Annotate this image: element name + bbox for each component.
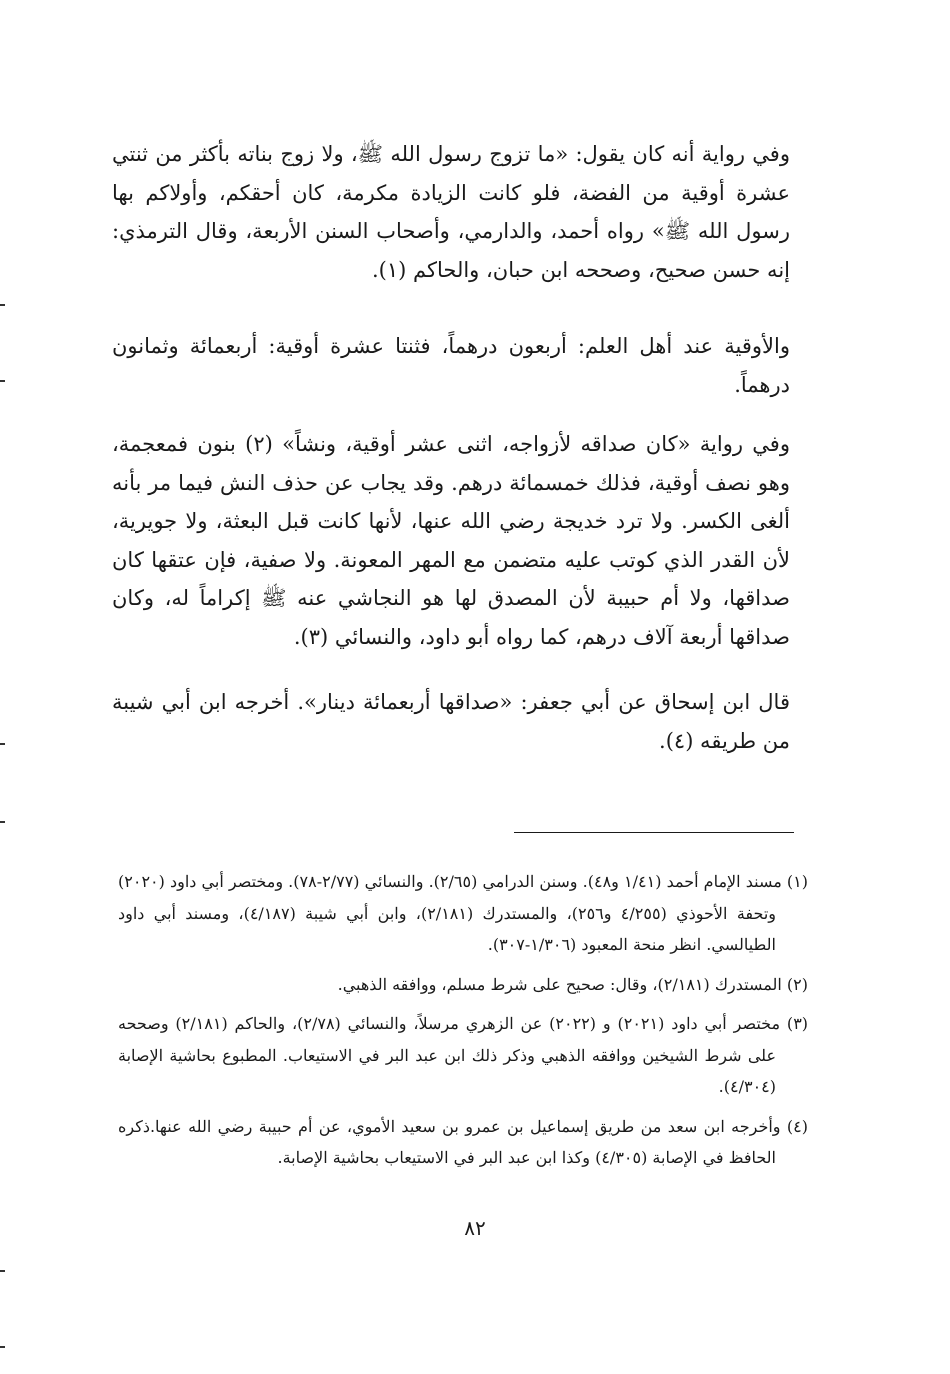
main-text-block: [112, 425, 790, 656]
scan-edge-mark: [0, 743, 5, 745]
main-text-block: [112, 327, 790, 404]
paragraph-1: وفي رواية أنه كان يقول: «ما تزوج رسول الله ﷺ، ولا زوج بناته بأكثر من ثنتي عشرة أوقية من الفضة، فلو كانت الزيادة مكرمة، كان أحقكم، وأولاكم بها رسول الله ﷺ» رواه أحمد، والدارمي، وأصحاب السنن الأربعة، وقال الترمذي: إنه حسن صحيح، وصححه ابن حبان، والحاكم (١).: [112, 142, 790, 282]
footnote-1: (١) مسند الإمام أحمد (١/٤١ و٤٨). وسنن الدرامي (٢/٦٥). والنسائي (٢/٧٧-٧٨). ومختصر أبي داود (٢٠٢٠) وتحفة الأحوذي (٤/٢٥٥ و٢٥٦)، والمستدرك (٢/١٨١)، وابن أبي شيبة (٤/١٨٧)، ومسند أبي داود الطيالسي. انظر منحة المعبود (١/٣٠٦-٣٠٧).: [118, 872, 809, 954]
paragraph-4: قال ابن إسحاق عن أبي جعفر: «صداقها أربعمائة دينار». أخرجه ابن أبي شيبة من طريقه (٤).: [112, 690, 790, 753]
scan-edge-mark: [0, 1346, 5, 1348]
main-text-block: [112, 135, 790, 289]
footnote-3: (٣) مختصر أبي داود (٢٠٢١) و (٢٠٢٢) عن الزهري مرسلاً، والنسائي (٢/٧٨)، والحاكم (٢/١٨١) وصححه على شرط الشيخين ووافقه الذهبي وذكر ذلك ابن عبد البر في الاستيعاب. المطبوع بحاشية الإصابة (٤/٣٠٤).: [118, 1014, 809, 1096]
scan-edge-mark: [0, 304, 5, 306]
footnote-4: (٤) وأخرجه ابن سعد من طريق إسماعيل بن عمرو بن سعيد الأموي، عن أم حبيبة رضي الله عنها.ذكره الحافظ في الإصابة (٤/٣٠٥) وكذا ابن عبد البر في الاستيعاب بحاشية الإصابة.: [118, 1116, 808, 1167]
main-text-block: [112, 683, 790, 760]
footnote-separator: [514, 832, 794, 833]
paragraph-3: وفي رواية «كان صداقه لأزواجه، اثنى عشر أوقية، ونشاً» (٢) بنون فمعجمة، وهو نصف أوقية، فذلك خمسمائة درهم. وقد يجاب عن حذف النش فيما مر بأنه ألغى الكسر. ولا ترد خديجة رضي الله عنها، لأنها كانت قبل البعثة، ولا جويرية، لأن القدر الذي كوتب عليه متضمن مع المهر المعونة. ولا صفية، فإن عتقها كان صداقها، ولا أم حبيبة لأن المصدق لها هو النجاشي عنه ﷺ إكراماً له، وكان صداقها أربعة آلاف درهم، كما رواه أبو داود، والنسائي (٣).: [112, 432, 790, 649]
footnotes-section: [118, 866, 808, 1182]
scan-edge-mark: [0, 821, 5, 823]
page-number: ٨٢: [464, 1216, 486, 1240]
scan-edge-mark: [0, 1270, 5, 1272]
footnote-2: (٢) المستدرك (٢/١٨١)، وقال: صحيح على شرط مسلم، ووافقه الذهبي.: [337, 974, 808, 994]
scan-edge-mark: [0, 380, 5, 382]
paragraph-2: والأوقية عند أهل العلم: أربعون درهماً، فثنتا عشرة أوقية: أربعمائة وثمانون درهماً.: [112, 334, 790, 397]
